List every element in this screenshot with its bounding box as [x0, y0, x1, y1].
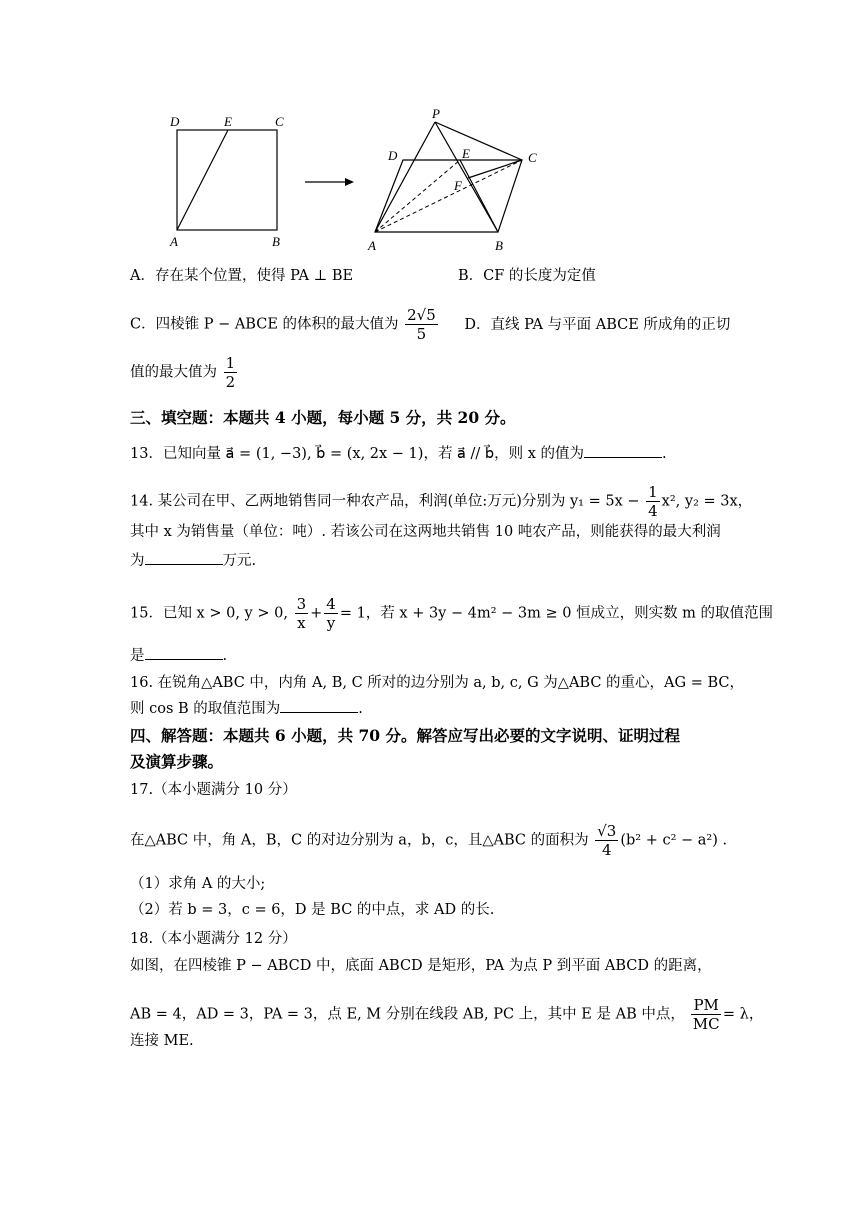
section4-title-line1: 四、解答题：本题共 6 小题，共 70 分。解答应写出必要的文字说明、证明过程 — [130, 726, 680, 745]
q17-fraction — [595, 822, 618, 859]
q15-f2-den: y — [326, 614, 336, 632]
label-right-A: A — [368, 238, 376, 253]
q15-f2-num: 4 — [326, 595, 336, 613]
option-d-fraction — [224, 354, 238, 391]
q17-den: 4 — [602, 841, 612, 859]
q18-line2-post: = λ， — [722, 1006, 764, 1023]
q14-line3-post: 万元. — [222, 553, 257, 569]
q17-body — [130, 822, 727, 859]
q15-post: = 1，若 x + 3y − 4m² − 3m ≥ 0 恒成立，则实数 m 的取值范围 — [339, 605, 774, 622]
q16-line2 — [130, 698, 363, 719]
q14-line2: 其中 x 为销售量（单位：吨）. 若该公司在这两地共销售 10 吨农产品，则能获得的最大利润 — [130, 524, 721, 540]
section3-title: 三、填空题：本题共 4 小题，每小题 5 分，共 20 分。 — [130, 408, 516, 427]
q17-body-post: (b² + c² − a²) . — [620, 832, 728, 849]
q15-pre: 15．已知 x > 0, y > 0, — [130, 605, 288, 622]
q14-den: 4 — [648, 502, 658, 520]
label-left-D: D — [170, 114, 180, 129]
option-b: B．CF 的长度为定值 — [458, 268, 596, 284]
label-right-B: B — [495, 238, 503, 253]
q14-fraction — [646, 483, 660, 520]
q14-line1-post: x², y₂ = 3x， — [661, 493, 753, 510]
q14-blank — [145, 550, 223, 565]
q18-line3: 连接 ME. — [130, 1033, 194, 1049]
q16-line2-post: . — [358, 701, 363, 717]
q15-cont-post: . — [222, 648, 228, 664]
q18-head: 18.（本小题满分 12 分） — [130, 931, 297, 947]
q16-blank — [280, 698, 358, 713]
q13-text: 13．已知向量 a⃗ = (1, −3), b⃗ = (x, 2x − 1)，若 a⃗ // b⃗，则 x 的值为 — [130, 446, 585, 462]
q15-cont: 是 — [130, 648, 145, 664]
q15-blank — [145, 645, 223, 660]
folding-figure — [150, 100, 570, 260]
q14-line1-pre: 14. 某公司在甲、乙两地销售同一种农产品，利润(单位:万元)分别为 y₁ = 5x − — [130, 493, 640, 510]
q18-line2 — [130, 996, 763, 1033]
q18-den: MC — [692, 1015, 720, 1033]
q15-line1 — [130, 595, 773, 632]
option-c-text: C．四棱锥 P − ABCE 的体积的最大值为 — [130, 316, 399, 333]
q18-line1: 如图，在四棱锥 P − ABCD 中，底面 ABCD 是矩形，PA 为点 P 到平面 ABCD 的距离， — [130, 958, 712, 974]
label-right-E: E — [462, 146, 470, 161]
q16-line1: 16. 在锐角△ABC 中，内角 A, B, C 所对的边分别为 a, b, c, G 为△ABC 的重心，AG = BC， — [130, 675, 744, 691]
label-left-C: C — [275, 114, 284, 129]
q15-fraction-1 — [295, 595, 309, 632]
q13-post: . — [662, 446, 667, 462]
label-right-D: D — [388, 148, 398, 163]
option-d-den: 2 — [225, 373, 236, 391]
label-right-F: F — [454, 178, 462, 193]
q17-num: √3 — [597, 822, 617, 840]
label-left-B: B — [272, 234, 280, 249]
q14-line3 — [130, 550, 256, 571]
q17-part2: （2）若 b = 3，c = 6，D 是 BC 的中点，求 AD 的长. — [130, 902, 495, 918]
q18-fraction — [691, 996, 720, 1033]
option-d-cont — [130, 354, 239, 391]
option-a: A．存在某个位置，使得 PA ⊥ BE — [130, 268, 354, 284]
q15-f1-den: x — [297, 614, 306, 632]
q17-part1: （1）求角 A 的大小; — [130, 876, 266, 892]
q15-fraction-2 — [324, 595, 338, 632]
option-c — [130, 306, 730, 343]
q14-num: 1 — [648, 483, 658, 501]
label-left-E: E — [224, 114, 232, 129]
option-c-num: 2√5 — [407, 306, 436, 324]
q14-line3-pre: 为 — [130, 553, 145, 569]
q17-body-pre: 在△ABC 中，角 A，B，C 的对边分别为 a，b，c，且△ABC 的面积为 — [130, 832, 589, 849]
q13 — [130, 443, 667, 464]
q18-num: PM — [693, 996, 719, 1014]
section4-title-line2: 及演算步骤。 — [130, 752, 224, 771]
label-right-C: C — [528, 150, 537, 165]
q18-line2-pre: AB = 4，AD = 3，PA = 3，点 E, M 分别在线段 AB, PC 上，其中 E 是 AB 中点， — [130, 1006, 685, 1023]
q16-line2-pre: 则 cos B 的取值范围为 — [130, 701, 281, 717]
q15-plus: + — [310, 605, 323, 622]
q17-head: 17.（本小题满分 10 分） — [130, 782, 297, 798]
label-left-A: A — [170, 234, 178, 249]
folding-diagram — [150, 100, 570, 260]
q13-blank — [584, 443, 662, 458]
option-d-text: D．直线 PA 与平面 ABCE 所成角的正切 — [464, 316, 731, 333]
option-c-den: 5 — [416, 325, 427, 343]
option-d-cont-text: 值的最大值为 — [130, 364, 217, 381]
option-c-fraction — [405, 306, 438, 343]
q15-line2 — [130, 645, 227, 666]
label-right-P: P — [432, 106, 440, 121]
q14-line1 — [130, 483, 752, 520]
q15-f1-num: 3 — [296, 595, 307, 613]
option-d-num: 1 — [225, 354, 236, 372]
